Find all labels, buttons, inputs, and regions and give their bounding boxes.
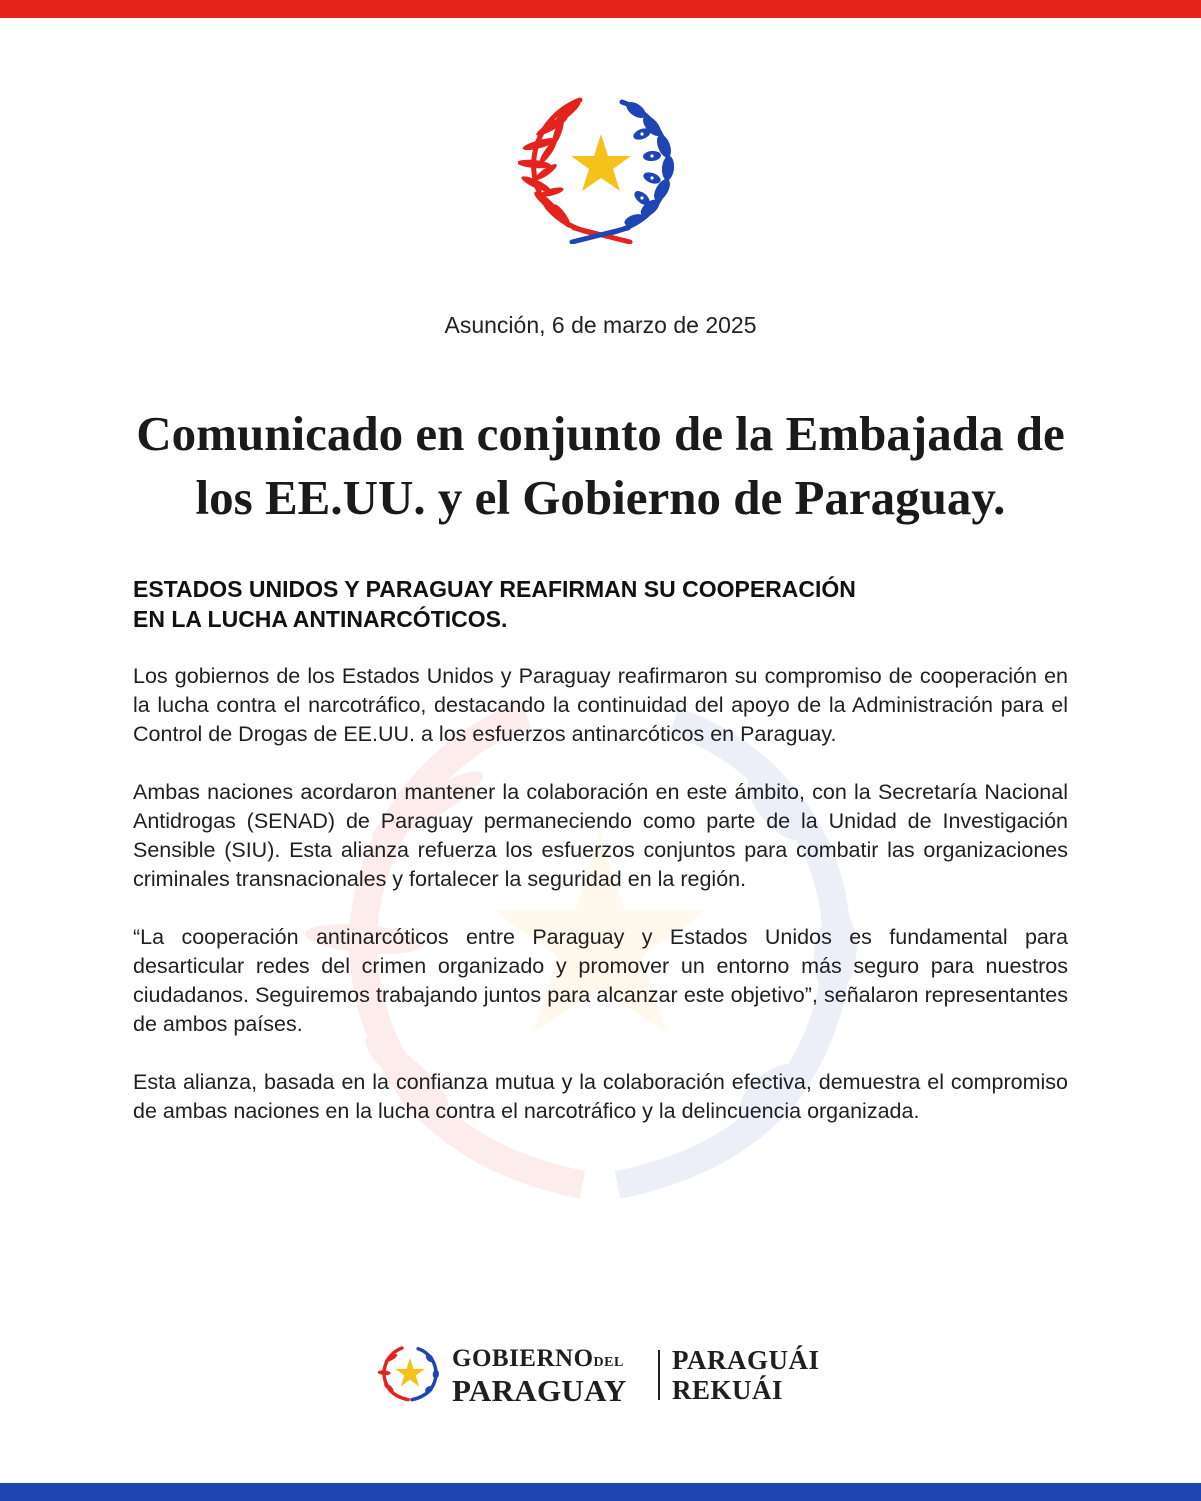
brand-paraguai-rekuai — [672, 1345, 820, 1405]
brand-line-2: PARAGUAY — [452, 1373, 627, 1408]
page-title — [90, 402, 1111, 530]
brand2-line-2: REKUÁI — [672, 1375, 784, 1405]
title-line-1: Comunicado en conjunto de la Embajada de — [136, 406, 1065, 461]
top-red-bar — [0, 0, 1201, 18]
footer-divider — [658, 1350, 660, 1400]
brand-line-1: GOBIERNO — [452, 1345, 594, 1372]
paragraph-1: Los gobiernos de los Estados Unidos y Paraguay reafirmaron su compromiso de cooperación en la lucha contra el narcotráfico, destacando la continuidad del apoyo de la Administración para el Control de Drogas de EE.UU. a los esfuerzos antinarcóticos en Paraguay. — [133, 664, 1068, 746]
bottom-blue-bar — [0, 1483, 1201, 1501]
brand2-line-1: PARAGUÁI — [672, 1345, 820, 1375]
title-line-2: los EE.UU. y el Gobierno de Paraguay. — [195, 470, 1006, 525]
body-text — [133, 662, 1068, 1155]
subtitle — [133, 574, 1073, 634]
brand-line-1-small: DEL — [593, 1355, 624, 1370]
paragraph-2: Ambas naciones acordaron mantener la colaboración en este ámbito, con la Secretaría Nacional Antidrogas (SENAD) de Paraguay permaneciendo como parte de la Unidad de Investigación Sensible (SIU). Esta alianza refuerza los esfuerzos conjuntos para combatir las organizaciones criminales transnacionales y fortalecer la seguridad en la región. — [133, 780, 1068, 891]
mini-coat-of-arms-icon — [378, 1346, 442, 1404]
paragraph-3: “La cooperación antinarcóticos entre Paraguay y Estados Unidos es fundamental para desarticular redes del crimen organizado y promover un entorno más seguro para nuestros ciudadanos. Seguiremos trabajando juntos para alcanzar este objetivo”, señalaron representantes de ambos países. — [133, 925, 1068, 1036]
subtitle-line-2: EN LA LUCHA ANTINARCÓTICOS. — [133, 606, 508, 632]
paragraph-4: Esta alianza, basada en la confianza mutua y la colaboración efectiva, demuestra el compromiso de ambas naciones en la lucha contra el narcotráfico y la delincuencia organizada. — [133, 1070, 1068, 1123]
paraguay-coat-of-arms-icon — [518, 96, 684, 244]
date-line: Asunción, 6 de marzo de 2025 — [444, 312, 757, 338]
subtitle-line-1: ESTADOS UNIDOS Y PARAGUAY REAFIRMAN SU COOPERACIÓN — [133, 576, 856, 602]
brand-gobierno-del-paraguay — [452, 1345, 627, 1408]
footer-logo — [378, 1342, 828, 1408]
